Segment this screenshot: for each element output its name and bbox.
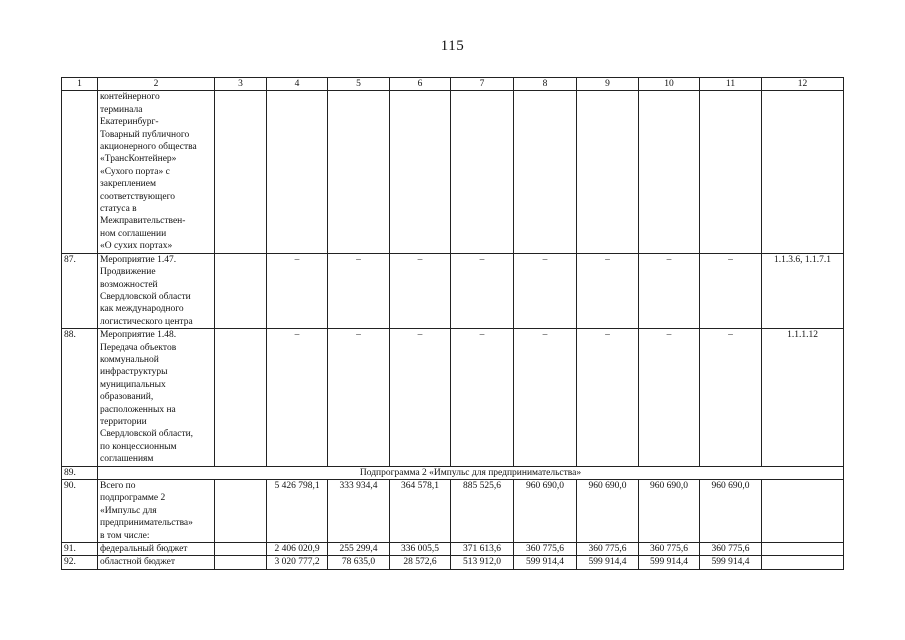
reference-cell: 1.1.1.12 <box>762 329 844 466</box>
text-line: закреплением <box>100 179 156 190</box>
table-row <box>62 543 844 556</box>
empty-cell <box>215 253 267 328</box>
value-cell: – <box>700 253 762 328</box>
value-cell: 960 690,0 <box>639 480 700 543</box>
text-line: как международного <box>100 304 184 315</box>
row-description <box>98 480 215 543</box>
value-cell: 960 690,0 <box>700 480 762 543</box>
value-cell: 28 572,6 <box>390 556 451 569</box>
text-line: «ТрансКонтейнер» <box>100 154 177 165</box>
text-line: Всего по <box>100 481 136 491</box>
value-cell: 599 914,4 <box>514 556 577 569</box>
text-line: Мероприятие 1.47. <box>100 254 177 265</box>
text-line: подпрограмме 2 <box>100 493 166 504</box>
value-cell: 3 020 777,2 <box>267 556 328 569</box>
text-line: в том числе: <box>100 530 150 541</box>
header-cell: 4 <box>267 78 328 91</box>
row-description: областной бюджет <box>98 556 215 569</box>
header-cell: 12 <box>762 78 844 91</box>
row-number: 88. <box>62 329 98 466</box>
header-cell: 2 <box>98 78 215 91</box>
header-cell: 11 <box>700 78 762 91</box>
value-cell: 360 775,6 <box>514 543 577 556</box>
text-line: соответствующего <box>100 191 175 202</box>
value-cell: – <box>328 329 390 466</box>
table-row <box>62 91 844 253</box>
text-line: предпринимательства» <box>100 518 193 529</box>
value-cell: 360 775,6 <box>639 543 700 556</box>
value-cell: 960 690,0 <box>514 480 577 543</box>
table-row <box>62 480 844 543</box>
text-line: инфраструктуры <box>100 367 168 378</box>
header-cell: 10 <box>639 78 700 91</box>
row-number: 89. <box>62 466 98 479</box>
header-row <box>62 78 844 91</box>
text-line: акционерного общества <box>100 142 197 153</box>
text-line: по концессионным <box>100 441 177 452</box>
text-line: статуса в <box>100 204 137 215</box>
value-cell: 599 914,4 <box>639 556 700 569</box>
empty-cell <box>390 91 451 253</box>
value-cell: 78 635,0 <box>328 556 390 569</box>
reference-cell: 1.1.3.6, 1.1.7.1 <box>762 253 844 328</box>
value-cell: 371 613,6 <box>451 543 514 556</box>
value-cell: 599 914,4 <box>700 556 762 569</box>
value-cell: 364 578,1 <box>390 480 451 543</box>
text-line: муниципальных <box>100 379 166 390</box>
empty-cell <box>639 91 700 253</box>
empty-cell <box>215 480 267 543</box>
empty-cell <box>514 91 577 253</box>
value-cell: 255 299,4 <box>328 543 390 556</box>
value-cell: 360 775,6 <box>700 543 762 556</box>
value-cell: 333 934,4 <box>328 480 390 543</box>
empty-cell <box>762 543 844 556</box>
text-line: ном соглашении <box>100 228 167 239</box>
header-cell: 3 <box>215 78 267 91</box>
value-cell: – <box>267 253 328 328</box>
header-cell: 9 <box>577 78 639 91</box>
text-line: логистического центра <box>100 316 193 327</box>
text-line: Свердловской области, <box>100 429 194 440</box>
text-line: Свердловской области <box>100 291 191 302</box>
text-line: терминала <box>100 104 143 115</box>
value-cell: – <box>267 329 328 466</box>
text-line: «О сухих портах» <box>100 241 173 252</box>
value-cell: – <box>700 329 762 466</box>
text-line: расположенных на <box>100 404 176 415</box>
text-line: Межправительствен- <box>100 216 186 227</box>
text-line: «Сухого порта» с <box>100 166 170 177</box>
value-cell: – <box>328 253 390 328</box>
text-line: соглашениям <box>100 454 154 465</box>
empty-cell <box>215 543 267 556</box>
header-cell: 8 <box>514 78 577 91</box>
value-cell: – <box>451 329 514 466</box>
page-number: 115 <box>440 38 465 54</box>
value-cell: – <box>451 253 514 328</box>
value-cell: 336 005,5 <box>390 543 451 556</box>
row-number: 87. <box>62 253 98 328</box>
value-cell: 5 426 798,1 <box>267 480 328 543</box>
table-row <box>62 253 844 328</box>
empty-cell <box>762 480 844 543</box>
empty-cell <box>215 91 267 253</box>
text-line: Екатеринбург- <box>100 117 159 128</box>
value-cell: 885 525,6 <box>451 480 514 543</box>
row-description <box>98 329 215 466</box>
row-description: федеральный бюджет <box>98 543 215 556</box>
empty-cell <box>267 91 328 253</box>
row-number: 90. <box>62 480 98 543</box>
text-line: Товарный публичного <box>100 129 190 140</box>
text-line: образований, <box>100 392 154 403</box>
text-line: Продвижение <box>100 267 156 278</box>
value-cell: – <box>514 253 577 328</box>
empty-cell <box>215 329 267 466</box>
row-number: 92. <box>62 556 98 569</box>
header-cell: 6 <box>390 78 451 91</box>
text-line: контейнерного <box>100 92 160 103</box>
table-row <box>62 329 844 466</box>
value-cell: – <box>577 253 639 328</box>
value-cell: – <box>639 253 700 328</box>
empty-cell <box>762 556 844 569</box>
value-cell: 2 406 020,9 <box>267 543 328 556</box>
empty-cell <box>451 91 514 253</box>
table-row <box>62 556 844 569</box>
row-number: 91. <box>62 543 98 556</box>
text-line: Мероприятие 1.48. <box>100 330 177 341</box>
empty-cell <box>328 91 390 253</box>
value-cell: 360 775,6 <box>577 543 639 556</box>
text-line: возможностей <box>100 279 158 290</box>
value-cell: 599 914,4 <box>577 556 639 569</box>
empty-cell <box>577 91 639 253</box>
value-cell: – <box>639 329 700 466</box>
row-number <box>62 91 98 253</box>
table-row <box>62 466 844 479</box>
row-description <box>98 253 215 328</box>
empty-cell <box>700 91 762 253</box>
header-cell: 7 <box>451 78 514 91</box>
text-line: Передача объектов <box>100 342 177 353</box>
text-line: территории <box>100 416 147 427</box>
budget-table <box>61 77 844 570</box>
text-line: коммунальной <box>100 354 159 365</box>
value-cell: – <box>577 329 639 466</box>
text-line: «Импульс для <box>100 505 157 516</box>
value-cell: – <box>390 329 451 466</box>
value-cell: 960 690,0 <box>577 480 639 543</box>
header-cell: 1 <box>62 78 98 91</box>
empty-cell <box>215 556 267 569</box>
empty-cell <box>762 91 844 253</box>
subprogram-title: Подпрограмма 2 «Импульс для предпринимательства» <box>98 466 844 479</box>
value-cell: – <box>514 329 577 466</box>
row-description <box>98 91 215 253</box>
header-cell: 5 <box>328 78 390 91</box>
value-cell: – <box>390 253 451 328</box>
value-cell: 513 912,0 <box>451 556 514 569</box>
